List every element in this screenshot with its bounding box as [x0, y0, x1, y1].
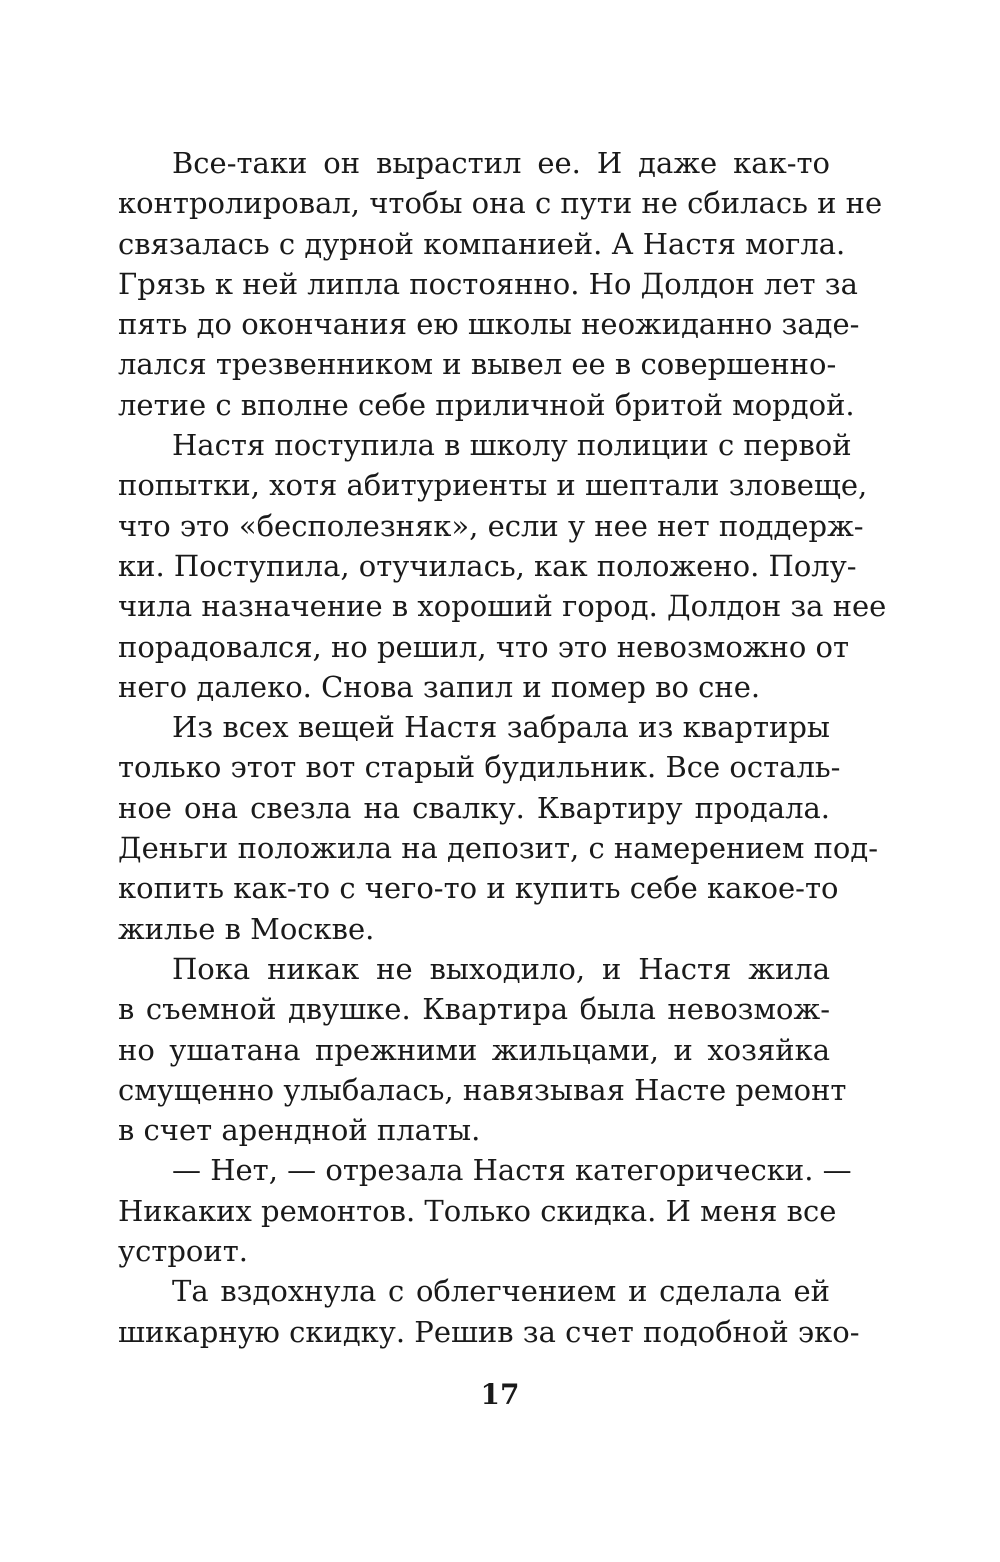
- text-line: Грязь к ней липла постоянно. Но Долдон лет за: [118, 266, 858, 301]
- text-line: летие с вполне себе приличной бритой мордой.: [118, 387, 855, 422]
- text-line: Деньги положила на депозит, с намерением под-: [118, 831, 879, 866]
- book-page-text: [118, 143, 887, 1352]
- text-line: копить как-то с чего-то и купить себе какое-то: [118, 871, 839, 906]
- text-line: устроит.: [118, 1234, 248, 1269]
- page-number: 17: [480, 1378, 520, 1411]
- text-line: попытки, хотя абитуриенты и шептали зловеще,: [118, 468, 868, 503]
- text-line: Все-таки он вырастил ее. И даже как-то: [172, 146, 830, 180]
- text-line: смущенно улыбалась, навязывая Насте ремонт: [118, 1072, 847, 1107]
- text-line: него далеко. Снова запил и помер во сне.: [118, 669, 761, 704]
- text-line: пять до окончания ею школы неожиданно заде-: [118, 307, 860, 342]
- text-line: ное она свезла на свалку. Квартиру продала.: [118, 790, 830, 825]
- text-line: Та вздохнула с облегчением и сделала ей: [172, 1274, 830, 1309]
- text-line: шикарную скидку. Решив за счет подобной эко-: [118, 1314, 860, 1349]
- text-line: — Нет, — отрезала Настя категорически. —: [172, 1153, 852, 1188]
- text-line: что это «бесполезняк», если у нее нет поддерж-: [118, 508, 864, 543]
- text-line: в счет арендной платы.: [118, 1113, 481, 1148]
- text-line: порадовался, но решил, что это невозможно от: [118, 629, 850, 664]
- text-line: в съемной двушке. Квартира была невозмож-: [118, 992, 830, 1027]
- text-line: Пока никак не выходило, и Настя жила: [172, 951, 830, 986]
- text-line: но ушатана прежними жильцами, и хозяйка: [118, 1032, 830, 1067]
- text-line: жилье в Москве.: [118, 911, 375, 946]
- text-line: Никаких ремонтов. Только скидка. И меня все: [118, 1193, 837, 1228]
- text-line: только этот вот старый будильник. Все осталь-: [118, 750, 841, 785]
- text-line: лался трезвенником и вывел ее в совершенно-: [118, 347, 837, 382]
- text-line: ки. Поступила, отучилась, как положено. Полу-: [118, 548, 857, 583]
- text-line: контролировал, чтобы она с пути не сбилась и не: [118, 186, 883, 221]
- text-line: Настя поступила в школу полиции с первой: [172, 428, 852, 463]
- text-line: чила назначение в хороший город. Долдон за нее: [118, 589, 887, 624]
- text-line: Из всех вещей Настя забрала из квартиры: [172, 710, 830, 745]
- text-line: связалась с дурной компанией. А Настя могла.: [118, 226, 846, 261]
